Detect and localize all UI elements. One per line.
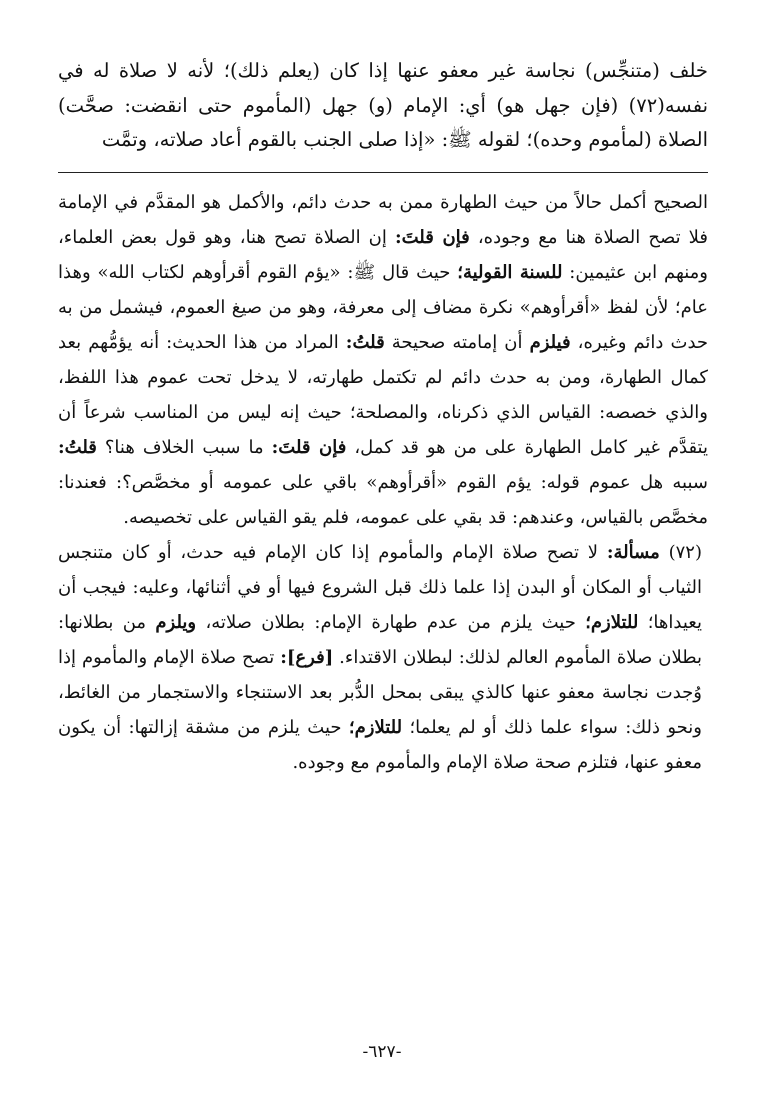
main-paragraph: خلف (متنجِّس) نجاسة غير معفو عنها إذا كان (يعلم ذلك)؛ لأنه لا صلاة له في نفسه(٧٢) (فإن جهل هو) أي: الإمام (و) جهل (المأموم حتى انقضت: صحَّت) الصلاة (لمأموم وحده)؛ لقوله ﷺ: «إذا صلى الجنب بالقوم أعاد صلاته، وتمَّت: [58, 59, 708, 151]
page-number: -٦٢٧-: [362, 1042, 402, 1062]
page-content: [58, 54, 708, 780]
footnote-continuation: الصحيح أكمل حالاً من حيث الطهارة ممن به حدث دائم، والأكمل هو المقدَّم في الإمامة فلا تصح الصلاة هنا مع وجوده، فإن قلتَ: إن الصلاة تصح هنا، وهو قول بعض العلماء، ومنهم ابن عثيمين: للسنة القولية؛ حيث قال ﷺ: «يؤم القوم أقرأوهم لكتاب الله» وهذا عام؛ لأن لفظ «أقرأوهم» نكرة مضاف إلى معرفة، وهو من صيغ العموم، فيشمل من به حدث دائم وغيره، فيلزم أن إمامته صحيحة قلتُ: المراد من هذا الحديث: أنه يؤمُّهم بعد كمال الطهارة، ومن به حدث دائم لم تكتمل طهارته، لا يدخل تحت عموم هذا اللفظ، والذي خصصه: القياس الذي ذكرناه، والمصلحة؛ حيث إنه ليس من المناسب شرعاً أن يتقدَّم غير كامل الطهارة على من هو قد كمل، فإن قلتَ: ما سبب الخلاف هنا؟ قلتُ: سببه هل عموم قوله: يؤم القوم «أقرأوهم» باقي على عمومه أو مخصَّص؟: فعندنا: مخصَّص بالقياس، وعندهم: قد بقي على عمومه، فلم يقو القياس على تخصيصه.: [58, 191, 709, 528]
footnote-separator: [58, 172, 708, 173]
bold-term: للتلازم؛: [348, 716, 403, 738]
bold-term: للتلازم؛: [585, 611, 639, 633]
bold-term: قلتُ:: [58, 436, 97, 458]
bold-term: للسنة القولية؛: [457, 261, 563, 283]
bold-term: ويلزم: [155, 611, 197, 633]
footnote-72: (٧٢) مسألة: لا تصح صلاة الإمام والمأموم إذا كان الإمام فيه حدث، أو كان متنجس الثياب أو المكان أو البدن إذا علما ذلك قبل الشروع فيها أو في أثنائها، وعليه: فيجب أن يعيداها؛ للتلازم؛ حيث يلزم من عدم طهارة الإمام: بطلان صلاته، ويلزم من بطلانها: بطلان صلاة المأموم العالم لذلك: لبطلان الاقتداء. [فرع]: تصح صلاة الإمام والمأموم إذا وُجدت نجاسة معفو عنها كالذي يبقى بمحل الدُّبر بعد الاستنجاء والاستجمار من الغائط، ونحو ذلك: سواء علما ذلك أو لم يعلما؛ للتلازم؛ حيث يلزم من مشقة إزالتها: أن يكون معفو عنها، فتلزم صحة صلاة الإمام والمأموم مع وجوده.: [58, 541, 702, 773]
footnote-number: (٧٢): [668, 541, 702, 563]
bold-term: قلتُ:: [345, 331, 385, 353]
bold-term: [فرع]:: [280, 646, 334, 668]
bold-term: فيلزم: [529, 331, 571, 353]
main-text: [58, 54, 708, 158]
bold-term: مسألة:: [606, 541, 660, 563]
bold-term: فإن قلتَ:: [394, 226, 470, 248]
footnotes: [58, 185, 708, 780]
bold-term: فإن قلتَ:: [271, 436, 347, 458]
